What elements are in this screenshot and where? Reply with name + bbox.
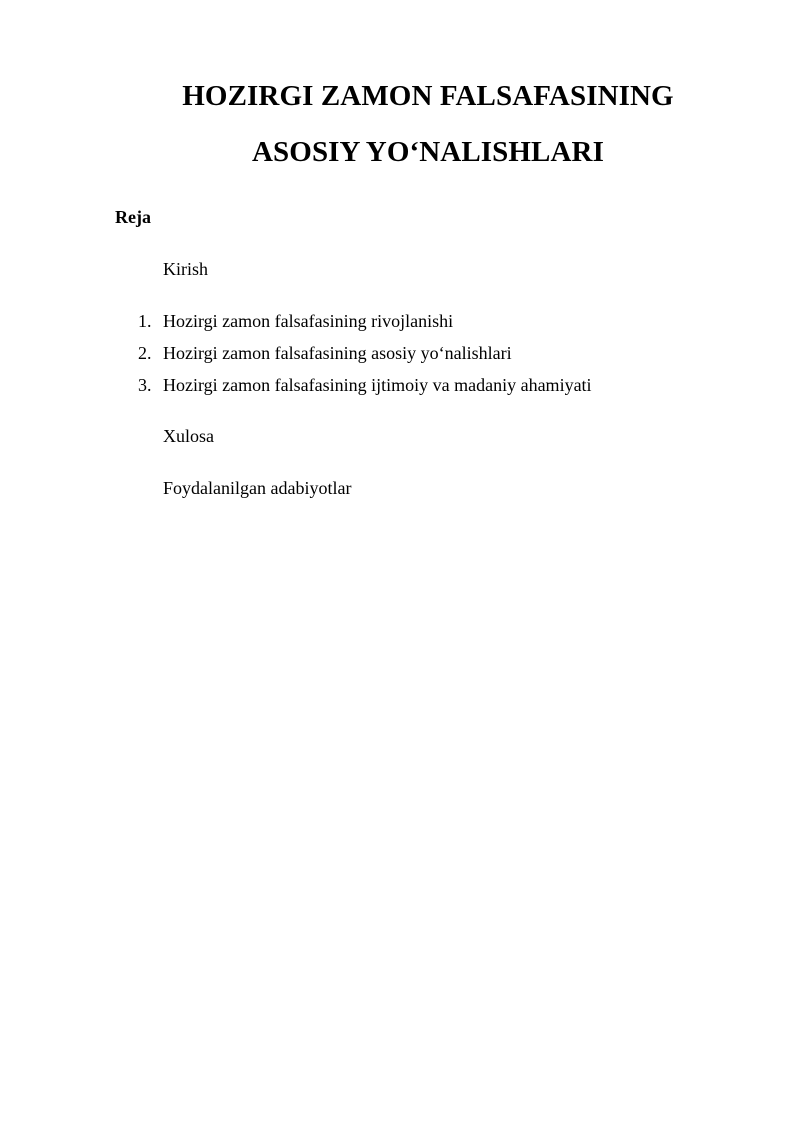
plan-references: Foydalanilgan adabiyotlar xyxy=(163,478,352,498)
plan-heading: Reja xyxy=(115,207,151,227)
plan-intro: Kirish xyxy=(163,259,208,279)
document-title-line-1: HOZIRGI ZAMON FALSAFASINING xyxy=(182,80,674,112)
document-title-line-2: ASOSIY YO‘NALISHLARI xyxy=(252,136,604,168)
plan-conclusion: Xulosa xyxy=(163,426,214,446)
plan-item-text: Hozirgi zamon falsafasining asosiy yo‘nalishlari xyxy=(163,343,512,363)
plan-item-text: Hozirgi zamon falsafasining rivojlanishi xyxy=(163,311,454,331)
plan-item-number: 1. xyxy=(138,311,152,331)
plan-item-number: 2. xyxy=(138,343,152,363)
plan-item-text: Hozirgi zamon falsafasining ijtimoiy va madaniy ahamiyati xyxy=(163,375,592,395)
plan-item-number: 3. xyxy=(138,375,152,395)
